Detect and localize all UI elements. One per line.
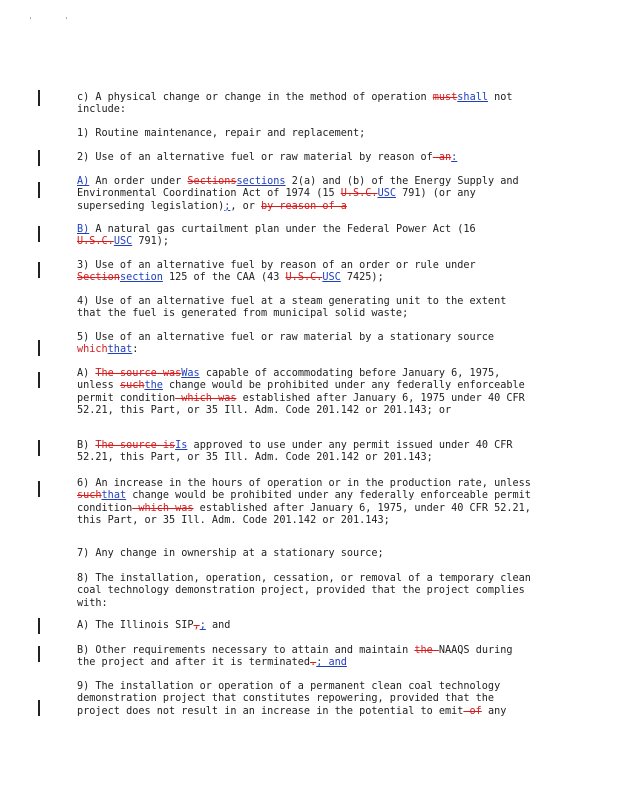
deleted-text: the bbox=[414, 645, 439, 656]
deleted-text: The source was bbox=[95, 368, 182, 379]
revision-bar bbox=[38, 90, 40, 106]
deleted-text: Section bbox=[77, 272, 120, 284]
paragraph-2a bbox=[77, 176, 532, 213]
paragraph-5b bbox=[77, 440, 532, 465]
deleted-text: by reason of a bbox=[261, 200, 347, 212]
paragraph-c bbox=[77, 92, 532, 117]
inserted-text: A) bbox=[77, 176, 90, 187]
text: c) A physical change or change in the method of operation bbox=[77, 92, 433, 103]
revision-bar bbox=[38, 340, 40, 356]
text: A natural gas curtailment plan under the Federal Power Act (16 bbox=[89, 224, 476, 235]
revision-bar bbox=[38, 700, 40, 716]
paragraph-8a bbox=[77, 620, 532, 632]
scan-mark: ' bbox=[28, 16, 33, 25]
text: 2(a) and (b) of the Energy Supply and Environmental Coordination Act of 1974 (15 bbox=[77, 176, 519, 200]
text: established after January 6, 1975 under 40 CFR 52.21, this Part, or 35 Ill. Adm. Code 201.142 or 201.143; or bbox=[77, 392, 525, 416]
paragraph-8b bbox=[77, 645, 532, 670]
paragraph-3 bbox=[77, 260, 532, 285]
deleted-text: Sections bbox=[187, 176, 237, 187]
text: any bbox=[481, 705, 507, 717]
paragraph-5a bbox=[77, 368, 532, 417]
revision-bar bbox=[38, 440, 40, 456]
text: 5) Use of an alternative fuel or raw material by a stationary source bbox=[77, 332, 495, 343]
revision-bar bbox=[38, 150, 40, 166]
text: 791); bbox=[132, 236, 170, 248]
deleted-text: U.S.C. bbox=[285, 272, 323, 284]
text: established after January 6, 1975, under 40 CFR 52.21, this Part, or 35 Ill. Adm. Code 201.142 or 201.143; bbox=[77, 502, 531, 526]
inserted-text: that bbox=[107, 344, 133, 356]
inserted-text: Was bbox=[181, 368, 200, 379]
text: An order under bbox=[89, 176, 188, 187]
text: 9) The installation or operation of a permanent clean coal technology demonstration project that constitutes repowering, provided that the project does not result in an increase in the potential to emit bbox=[77, 681, 501, 717]
text: , or bbox=[230, 200, 262, 212]
text: 7) Any change in ownership at a stationary source; bbox=[77, 548, 384, 559]
text: A) bbox=[77, 368, 96, 379]
text: 3) Use of an alternative fuel by reason of an order or rule under bbox=[77, 260, 476, 271]
text: 6) An increase in the hours of operation or in the production rate, unless bbox=[77, 478, 531, 489]
deleted-text: an bbox=[432, 152, 452, 163]
deleted-text: which was bbox=[132, 502, 194, 514]
revision-bar bbox=[38, 182, 40, 198]
text: 791) (or any superseding legislation) bbox=[77, 188, 476, 212]
inserted-text: : bbox=[451, 152, 458, 163]
text: and bbox=[205, 620, 231, 631]
text: B) Other requirements necessary to attain and maintain bbox=[77, 645, 415, 656]
deleted-text: must bbox=[432, 92, 458, 103]
text: 4) Use of an alternative fuel at a steam generating unit to the extent that the fuel is generated from municipal solid waste; bbox=[77, 296, 507, 320]
inserted-text: ; and bbox=[316, 657, 347, 669]
deleted-text: The source is bbox=[95, 440, 176, 451]
text: not include: bbox=[77, 92, 513, 116]
deleted-text: such bbox=[119, 380, 145, 392]
text: 7425); bbox=[340, 272, 384, 284]
paragraph-2 bbox=[77, 152, 532, 164]
text: : bbox=[132, 344, 139, 356]
text: 8) The installation, operation, cessation, or removal of a temporary clean coal technology demonstration project, provided that the project complies with: bbox=[77, 573, 531, 609]
text: 2) Use of an alternative fuel or raw material by reason of bbox=[77, 152, 433, 163]
paragraph-9 bbox=[77, 681, 532, 718]
inserted-text: sections bbox=[236, 176, 286, 187]
text: B) bbox=[77, 440, 96, 451]
paragraph-5 bbox=[77, 332, 532, 357]
inserted-text: USC bbox=[377, 188, 396, 200]
inserted-text: ; bbox=[224, 200, 231, 212]
inserted-text: USC bbox=[113, 236, 133, 248]
changed-text: which bbox=[77, 344, 108, 356]
text: change would be prohibited under any federally enforceable permit condition bbox=[77, 380, 525, 404]
paragraph-1 bbox=[77, 128, 532, 140]
paragraph-8 bbox=[77, 573, 532, 610]
deleted-text: such bbox=[77, 490, 102, 502]
inserted-text: that bbox=[101, 490, 127, 502]
deleted-text: U.S.C. bbox=[77, 236, 114, 248]
text: capable of accommodating before January 6, 1975, unless bbox=[77, 368, 501, 392]
text: 1) Routine maintenance, repair and replacement; bbox=[77, 128, 366, 139]
inserted-text: USC bbox=[322, 272, 341, 284]
text: approved to use under any permit issued under 40 CFR 52.21, this Part, or 35 Ill. Adm. Code 201.142 or 201.143; bbox=[77, 440, 513, 464]
paragraph-2b bbox=[77, 224, 532, 249]
inserted-text: Is bbox=[175, 440, 188, 451]
paragraph-4 bbox=[77, 296, 532, 321]
deleted-text: U.S.C. bbox=[340, 188, 378, 200]
revision-bar bbox=[38, 646, 40, 662]
deleted-text: which was bbox=[175, 392, 237, 404]
deleted-text: , bbox=[193, 620, 200, 631]
paragraph-6 bbox=[77, 478, 532, 527]
inserted-text: the bbox=[144, 380, 163, 392]
scan-mark: ' bbox=[64, 16, 69, 25]
text: 125 of the CAA (43 bbox=[162, 272, 286, 284]
revision-bar bbox=[38, 372, 40, 388]
text: NAAQS during the project and after it is terminated bbox=[77, 645, 513, 669]
revision-bar bbox=[38, 226, 40, 242]
deleted-text: of bbox=[463, 705, 482, 717]
revision-bar bbox=[38, 618, 40, 634]
inserted-text: section bbox=[119, 272, 163, 284]
inserted-text: B) bbox=[77, 224, 90, 235]
paragraph-7 bbox=[77, 548, 532, 560]
inserted-text: shall bbox=[457, 92, 488, 103]
inserted-text: ; bbox=[199, 620, 206, 631]
revision-bar bbox=[38, 481, 40, 497]
deleted-text: . bbox=[310, 657, 317, 669]
text: change would be prohibited under any federally enforceable permit condition bbox=[77, 490, 531, 514]
text: A) The Illinois SIP bbox=[77, 620, 194, 631]
revision-bar bbox=[38, 262, 40, 278]
